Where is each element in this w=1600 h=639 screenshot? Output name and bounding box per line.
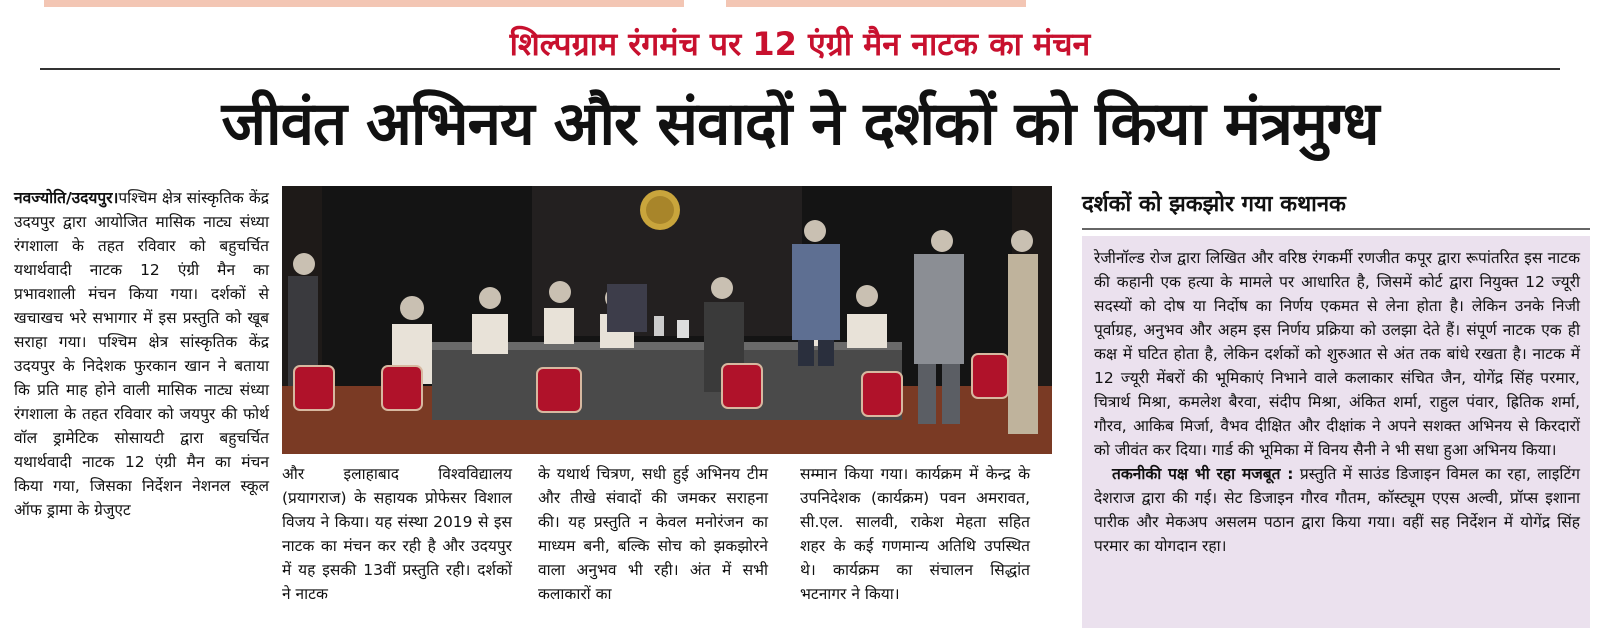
stage-photo xyxy=(282,186,1052,454)
article-column-3 xyxy=(538,462,768,606)
article-text-2: और इलाहाबाद विश्वविद्यालय (प्रयागराज) के सहायक प्रोफेसर विशाल विजय ने किया। यह संस्था 2019 से इस नाटक का मंचन कर रही है और उदयपुर में यह इसकी 13वीं प्रस्तुति रही। दर्शकों ने नाटक xyxy=(282,465,512,603)
sidebar-box xyxy=(1082,236,1590,628)
top-strip-right xyxy=(726,0,1026,7)
article-column-4 xyxy=(800,462,1030,606)
article-column-1 xyxy=(14,186,269,522)
article-text-4: सम्मान किया गया। कार्यक्रम में केन्द्र के उपनिदेशक (कार्यक्रम) पवन अमरावत, सी.एल. सालवी, राकेश मेहता सहित शहर के कई गणमान्य अतिथि उपस्थित थे। कार्यक्रम का संचालन सिद्धांत भटनागर ने किया। xyxy=(800,465,1030,603)
sidebar-rule xyxy=(1082,228,1590,230)
top-strip-left xyxy=(44,0,684,7)
article-text-1: पश्चिम क्षेत्र सांस्कृतिक केंद्र उदयपुर द्वारा आयोजित मासिक नाट्य संध्या रंगशाला के तहत रविवार को बहुचर्चित यथार्थवादी नाटक 12 एंग्री मैन का प्रभावशाली मंचन किया गया। दर्शकों से खचाखच भरे सभागार में इस प्रस्तुति को खूब सराहा गया। पश्चिम क्षेत्र सांस्कृतिक केंद्र उदयपुर के निदेशक फुरकान खान ने बताया कि प्रति माह होने वाली मासिक नाट्य संध्या रंगशाला के तहत रविवार को जयपुर की फोर्थ वॉल ड्रामेटिक सोसायटी द्वारा बहुचर्चित यथार्थवादी नाटक 12 एंग्री मैन का मंचन किया गया, जिसका निर्देशन नेशनल स्कूल ऑफ ड्रामा के ग्रेजुएट xyxy=(14,189,269,519)
article-column-2 xyxy=(282,462,512,606)
sidebar-paragraph-2 xyxy=(1094,462,1580,558)
kicker-headline: शिल्पग्राम रंगमंच पर 12 एंग्री मैन नाटक का मंचन xyxy=(509,25,1091,63)
sidebar-heading: दर्शकों को झकझोर गया कथानक xyxy=(1082,192,1346,217)
main-headline: जीवंत अभिनय और संवादों ने दर्शकों को किया मंत्रमुग्ध xyxy=(221,89,1379,159)
dateline: नवज्योति/उदयपुर। xyxy=(14,189,119,207)
article-text-3: के यथार्थ चित्रण, सधी हुई अभिनय टीम और तीखे संवादों की जमकर सराहना की। यह प्रस्तुति न केवल मनोरंजन का माध्यम बनी, बल्कि सोच को झकझोरने वाला अनुभव भी रही। अंत में सभी कलाकारों का xyxy=(538,465,768,603)
headline-rule xyxy=(40,68,1560,70)
sidebar-subhead: तकनीकी पक्ष भी रहा मजबूत : xyxy=(1112,465,1294,483)
sidebar-paragraph-1: रेजीनॉल्ड रोज द्वारा लिखित और वरिष्ठ रंगकर्मी रणजीत कपूर द्वारा रूपांतरित इस नाटक की कहानी एक हत्या के मामले पर आधारित है, जिसमें कोर्ट द्वारा नियुक्त 12 ज्यूरी सदस्यों को दोष या निर्दोष का निर्णय एकमत से लेना होता है। लेकिन उनके निजी पूर्वाग्रह, अनुभव और अहम इस निर्णय प्रक्रिया को उलझा देते हैं। संपूर्ण नाटक एक ही कक्ष में घटित होता है, लेकिन दर्शकों को शुरुआत से अंत तक बांधे रखता है। नाटक में 12 ज्यूरी मेंबरों की भूमिकाएं निभाने वाले कलाकार संचित जैन, योगेंद्र सिंह परमार, चित्रार्थ मिश्रा, कमलेश बैरवा, संदीप मिश्रा, अंकित शर्मा, राहुल पंवार, ह्रितिक शर्मा, गौरव, आकिब मिर्जा, वैभव दीक्षित और दीक्षांक ने अपने सशक्त अभिनय से किरदारों को जीवंत कर दिया। गार्ड की भूमिका में विनय सैनी ने भी सधा हुआ अभिनय किया। xyxy=(1094,249,1580,459)
sidebar-paragraph-2-text: प्रस्तुति में साउंड डिजाइन विमल का रहा, लाइटिंग देशराज द्वारा की गई। सेट डिजाइन गौरव गौतम, कॉस्ट्यूम एएस अल्वी, प्रॉप्स इशाना पारीक और मेकअप असलम पठान द्वारा किया गया। वहीं सह निर्देशन में योगेंद्र सिंह परमार का योगदान रहा। xyxy=(1094,465,1580,555)
